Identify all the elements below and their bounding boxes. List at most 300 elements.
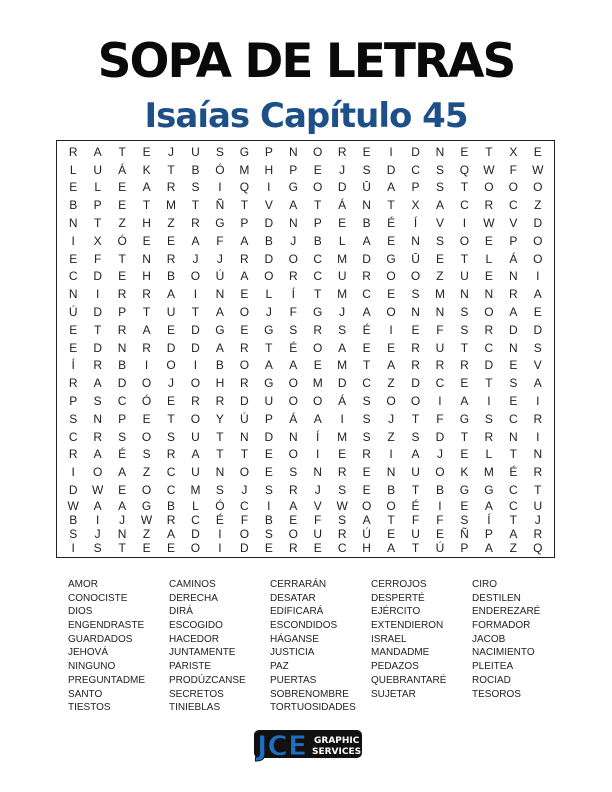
word-list-item: CERROJOS [371,579,427,590]
grid-letter: J [339,162,346,177]
grid-letter: N [117,526,127,541]
grid-letter: V [533,358,542,373]
grid-letter: I [193,287,198,302]
grid-letter: N [288,216,298,231]
grid-letter: I [536,269,540,284]
grid-letter: M [166,198,177,213]
grid-letter: U [93,162,102,177]
grid-letter: L [265,287,273,302]
grid-letter: C [166,465,176,480]
grid-letter: R [508,287,518,302]
grid-letter: F [436,322,444,337]
grid-letter: E [69,251,78,266]
grid-letter: I [340,411,344,426]
grid-letter: Í [291,287,295,302]
grid-letter: U [411,465,420,480]
grid-letter: S [362,162,371,177]
grid-letter: A [264,358,273,373]
word-list-item: PARISTE [169,661,212,673]
grid-letter: D [166,340,176,355]
grid-letter: A [215,305,224,320]
grid-letter: H [142,269,151,284]
grid-letter: A [118,465,127,480]
word-list-item: NACIMIENTO [472,647,535,659]
grid-letter: E [118,483,127,498]
word-list-item: SOBRENOMBRE [270,688,349,700]
grid-letter: I [144,358,149,373]
grid-letter: A [411,447,420,462]
grid-letter: E [460,447,469,462]
grid-letter: S [215,144,224,159]
grid-letter: N [240,429,249,444]
word-list-item: CONOCISTE [68,592,128,604]
grid-letter: J [216,251,223,266]
grid-letter: J [168,144,175,159]
grid-letter: O [459,233,470,248]
grid-letter: A [93,498,102,513]
grid-letter: I [218,526,222,541]
grid-letter: N [288,429,298,444]
grid-letter: R [484,198,494,213]
grid-letter: E [118,180,127,195]
grid-letter: I [438,498,442,513]
grid-letter: U [411,526,420,541]
grid-letter: S [289,465,298,480]
grid-letter: Ñ [460,526,469,541]
grid-letter: A [167,287,176,302]
grid-letter: T [314,198,322,213]
grid-letter: U [191,465,200,480]
grid-letter: O [288,526,298,541]
grid-letter: D [337,180,347,195]
grid-letter: S [411,429,420,444]
grid-letter: L [485,447,493,462]
grid-letter: R [533,465,543,480]
grid-letter: M [190,483,201,498]
word-list-item: JUNTAMENTE [169,647,236,659]
grid-letter: T [118,540,126,555]
word-list-item: ESCOGIDO [169,620,223,632]
grid-letter: E [142,144,151,159]
grid-letter: R [533,411,543,426]
grid-letter: F [216,233,224,248]
grid-letter: A [289,358,298,373]
grid-letter: C [362,376,371,391]
grid-letter: Z [387,429,395,444]
grid-letter: U [166,305,176,320]
grid-letter: D [93,305,102,320]
grid-letter: N [93,411,102,426]
grid-letter: I [193,358,198,373]
grid-letter: P [509,233,518,248]
grid-letter: L [338,233,346,248]
grid-letter: Q [239,180,250,195]
grid-letter: O [508,180,518,195]
grid-letter: S [460,512,469,527]
grid-letter: É [509,465,518,480]
grid-letter: A [509,526,518,541]
grid-letter: D [117,376,127,391]
grid-letter: Ó [117,233,127,248]
grid-letter: R [215,394,225,409]
grid-letter: I [316,447,320,462]
grid-letter: D [484,358,494,373]
grid-letter: M [239,162,250,177]
grid-letter: B [362,216,371,231]
grid-letter: T [387,512,395,527]
grid-letter: J [94,526,101,541]
word-list-item: DIRÁ [169,606,193,618]
grid-letter: E [387,340,396,355]
grid-letter: O [361,498,372,513]
grid-letter: B [167,498,176,513]
grid-letter: I [95,512,100,527]
grid-letter: I [218,540,222,555]
grid-letter: É [387,216,396,231]
grid-letter: M [434,287,445,302]
grid-letter: C [313,269,323,284]
grid-letter: R [166,180,176,195]
grid-letter: R [435,358,445,373]
grid-letter: O [166,358,176,373]
grid-letter: Ú [215,269,225,284]
grid-letter: E [460,376,469,391]
grid-letter: O [313,144,323,159]
grid-letter: O [313,180,323,195]
grid-letter: C [68,429,78,444]
grid-letter: M [337,251,348,266]
grid-letter: N [313,465,323,480]
grid-letter: Q [459,162,470,177]
grid-letter: U [435,340,445,355]
word-list-item: PRODÚZCANSE [169,674,246,686]
grid-letter: B [215,358,224,373]
grid-letter: Í [316,429,320,444]
grid-letter: I [71,540,75,555]
grid-letter: N [508,340,518,355]
grid-letter: I [389,144,393,159]
grid-letter: C [362,287,371,302]
word-list-item: TINIEBLAS [169,702,221,714]
grid-letter: D [264,429,274,444]
grid-letter: V [264,198,273,213]
grid-letter: P [93,198,102,213]
grid-letter: R [240,340,249,355]
grid-letter: F [289,305,297,320]
grid-letter: Ú [362,526,371,541]
grid-letter: A [289,198,298,213]
grid-letter: P [118,411,127,426]
grid-letter: O [410,269,421,284]
grid-letter: R [337,526,347,541]
grid-letter: T [534,483,542,498]
grid-letter: K [142,162,151,177]
grid-letter: D [337,376,347,391]
grid-letter: S [362,411,371,426]
grid-letter: L [69,162,77,177]
grid-letter: R [93,358,102,373]
grid-letter: C [337,540,347,555]
grid-letter: X [411,198,420,213]
grid-letter: I [267,180,271,195]
grid-letter: A [509,305,518,320]
grid-letter: H [362,540,371,555]
grid-letter: E [264,447,273,462]
grid-letter: A [167,526,176,541]
grid-letter: E [509,358,518,373]
grid-letter: O [533,251,543,266]
word-list-item: PAZ [270,661,289,673]
grid-letter: U [191,144,200,159]
grid-letter: A [362,512,371,527]
grid-letter: X [509,144,518,159]
word-list-item: DERECHA [169,592,218,604]
grid-letter: B [167,269,176,284]
grid-letter: S [533,340,542,355]
word-list-item: TESOROS [472,688,521,700]
grid-letter: Y [215,411,224,426]
grid-letter: E [509,394,518,409]
jce-graphic-services-logo [252,726,362,762]
grid-letter: A [460,394,469,409]
grid-letter: O [141,483,152,498]
grid-letter: E [264,540,273,555]
grid-letter: G [239,144,250,159]
word-list-item: GUARDADOS [68,633,133,645]
grid-letter: D [264,216,274,231]
grid-letter: A [289,498,298,513]
grid-letter: E [240,322,249,337]
grid-letter: D [508,322,518,337]
grid-letter: T [118,251,126,266]
grid-letter: N [215,287,225,302]
grid-letter: Ū [362,180,371,195]
word-list-item [472,701,568,715]
grid-letter: O [92,465,103,480]
grid-letter: E [460,498,469,513]
grid-letter: V [435,216,444,231]
grid-letter: H [264,162,274,177]
word-list-item: DESPERTÉ [371,592,425,604]
grid-letter: T [460,251,469,266]
grid-letter: J [168,376,175,391]
grid-letter: T [167,411,175,426]
grid-letter: E [338,447,347,462]
grid-letter: T [93,216,102,231]
grid-letter: R [68,376,78,391]
grid-letter: D [191,340,200,355]
grid-letter: O [533,180,543,195]
grid-letter: S [362,394,371,409]
grid-letter: P [313,216,322,231]
grid-letter: T [216,447,224,462]
grid-letter: E [387,526,396,541]
grid-letter: W [483,216,495,231]
grid-letter: S [435,162,444,177]
grid-letter: S [509,376,518,391]
grid-letter: N [460,287,469,302]
grid-letter: S [289,322,298,337]
grid-letter: R [166,512,176,527]
grid-letter: O [435,465,445,480]
grid-letter: R [484,322,494,337]
grid-letter: D [362,251,371,266]
grid-letter: Ū [411,251,420,266]
grid-letter: D [411,376,420,391]
grid-letter: N [411,233,420,248]
word-list-item: HÁGANSE [270,633,319,645]
grid-letter: W [336,498,348,513]
grid-letter: C [240,498,249,513]
grid-letter: R [191,394,200,409]
word-list-item: EXTENDIERON [371,620,444,632]
grid-letter: A [142,322,151,337]
grid-letter: E [142,233,151,248]
grid-letter: S [167,429,176,444]
grid-letter: C [435,376,445,391]
grid-letter: E [387,287,396,302]
grid-letter: Ó [215,498,225,513]
grid-letter: R [288,483,298,498]
grid-letter: W [140,512,153,527]
grid-letter: F [411,512,420,527]
grid-letter: A [240,269,249,284]
grid-letter: J [290,233,297,248]
grid-letter: A [93,376,102,391]
grid-letter: J [265,305,272,320]
grid-letter: E [167,540,176,555]
grid-letter: R [337,465,347,480]
grid-letter: Ñ [215,198,225,213]
grid-letter: S [191,180,200,195]
word-list-item: FORMADOR [472,620,531,632]
grid-letter: R [533,526,543,541]
word-list-item: PUERTAS [270,674,317,686]
grid-letter: G [264,376,274,391]
grid-letter: C [117,394,127,409]
grid-letter: O [386,305,396,320]
grid-letter: N [288,144,298,159]
word-list-item: ISRAEL [371,633,407,645]
grid-letter: I [462,216,467,231]
grid-letter: A [142,180,151,195]
grid-letter: Ú [240,411,249,426]
grid-letter: V [509,216,518,231]
grid-letter: T [191,305,200,320]
grid-letter: S [69,411,78,426]
grid-letter: R [142,287,151,302]
grid-letter: D [93,269,102,284]
grid-letter: A [215,340,224,355]
grid-letter: O [239,526,250,541]
grid-letter: I [438,394,442,409]
word-list-item: ESCONDIDOS [270,620,338,632]
grid-letter: T [485,144,493,159]
grid-letter: S [118,429,127,444]
grid-letter: G [264,322,274,337]
grid-letter: N [386,465,396,480]
grid-letter: E [289,512,298,527]
grid-letter: X [93,233,102,248]
grid-letter: É [411,498,420,513]
grid-letter: O [313,340,323,355]
grid-letter: Q [533,540,543,555]
grid-letter: S [435,233,444,248]
word-list-item: CIRO [472,579,497,590]
grid-letter: T [509,512,517,527]
grid-letter: E [167,322,176,337]
page-title: SOPA DE LETRAS [97,34,515,89]
word-list-item: EJÉRCITO [371,606,421,618]
grid-letter: N [117,340,127,355]
grid-letter: T [460,340,469,355]
word-list-item: JUSTICIA [270,647,315,659]
grid-letter: T [411,483,420,498]
grid-letter: D [93,340,102,355]
word-list-item: SANTO [68,688,103,700]
grid-letter: D [68,483,78,498]
grid-letter: Z [142,465,151,480]
grid-letter: U [337,269,347,284]
grid-letter: U [191,429,200,444]
grid-letter: E [387,233,396,248]
grid-letter: T [167,162,175,177]
grid-letter: E [533,305,542,320]
grid-letter: O [288,251,298,266]
grid-letter: Ó [141,394,152,409]
grid-letter: R [411,358,420,373]
grid-letter: O [190,269,201,284]
grid-letter: C [508,411,518,426]
grid-letter: R [142,340,151,355]
grid-letter: L [192,498,199,513]
grid-letter: I [267,498,271,513]
grid-letter: N [362,198,371,213]
grid-letter: G [288,180,298,195]
grid-letter: L [485,251,493,266]
grid-letter: S [264,483,273,498]
word-list-item: DESATAR [270,592,316,604]
grid-letter: T [411,411,420,426]
grid-letter: Z [167,216,175,231]
grid-letter: N [215,465,225,480]
grid-letter: R [166,251,176,266]
word-list-item: JACOB [472,633,506,645]
grid-letter: D [191,526,200,541]
grid-letter: D [386,162,396,177]
grid-letter: Í [487,512,491,527]
grid-letter: D [411,144,420,159]
grid-letter: T [240,447,249,462]
grid-letter: G [459,483,470,498]
grid-letter: A [93,144,102,159]
word-list-item: SECRETOS [169,688,224,700]
grid-letter: Z [387,376,395,391]
grid-letter: G [215,216,225,231]
grid-letter: N [508,269,518,284]
grid-letter: C [508,483,518,498]
grid-letter: M [483,465,494,480]
grid-letter: B [264,233,273,248]
grid-letter: J [241,483,248,498]
word-list-item: DESTILEN [472,592,521,604]
word-list-item: NINGUNO [68,661,116,673]
grid-letter: B [118,358,127,373]
grid-letter: O [190,376,201,391]
word-list-item: CAMINOS [169,579,216,590]
grid-letter: S [215,483,224,498]
grid-letter: U [533,498,543,513]
